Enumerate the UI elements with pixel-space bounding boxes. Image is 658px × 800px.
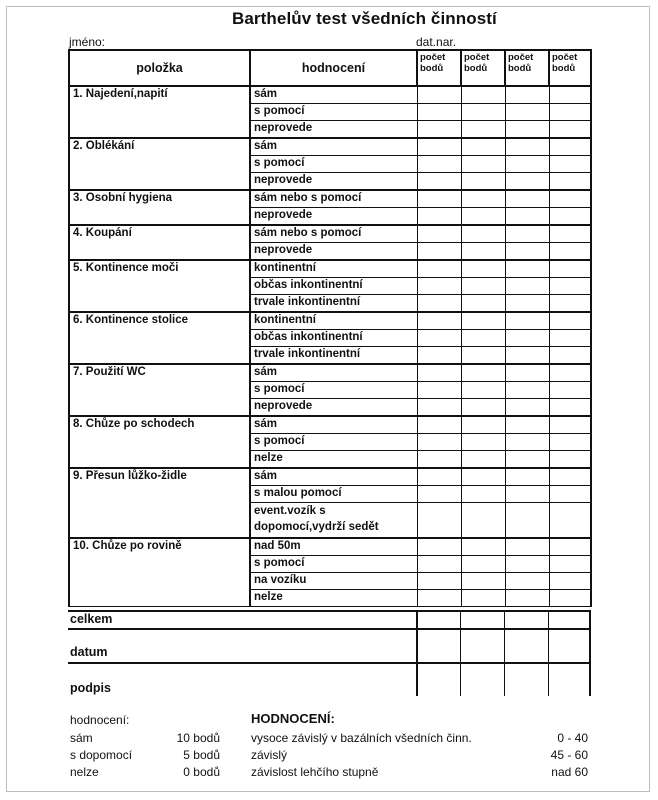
score-cell[interactable] [505, 364, 549, 382]
score-cell[interactable] [417, 173, 461, 191]
table-row [69, 225, 591, 243]
rating-option: občas inkontinentní [250, 330, 417, 347]
score-cell[interactable] [417, 312, 461, 330]
score-cell[interactable] [417, 104, 461, 121]
score-cell[interactable] [461, 104, 505, 121]
score-cell[interactable] [549, 138, 591, 156]
score-cell[interactable] [549, 573, 591, 590]
rating-option: kontinentní [250, 312, 417, 330]
score-cell[interactable] [461, 556, 505, 573]
score-cell[interactable] [505, 399, 549, 417]
rating-option: na vozíku [250, 573, 417, 590]
rating-option: sám [250, 138, 417, 156]
score-cell[interactable] [505, 208, 549, 226]
score-cell[interactable] [505, 190, 549, 208]
item-label: 2. Oblékání [69, 138, 250, 190]
score-cell[interactable] [417, 573, 461, 590]
score-cell[interactable] [461, 295, 505, 313]
score-cell[interactable] [417, 451, 461, 469]
score-cell[interactable] [417, 190, 461, 208]
score-cell[interactable] [505, 295, 549, 313]
score-cell[interactable] [461, 468, 505, 486]
score-cell[interactable] [505, 173, 549, 191]
score-cell[interactable] [505, 382, 549, 399]
rating-option: s pomocí [250, 382, 417, 399]
score-cell[interactable] [549, 312, 591, 330]
score-cell[interactable] [417, 434, 461, 451]
name-field-label: jméno: [69, 35, 106, 49]
scoring-legend-value: 0 bodů [183, 765, 220, 779]
score-cell[interactable] [549, 486, 591, 503]
item-label: 5. Kontinence moči [69, 260, 250, 312]
score-cell[interactable] [549, 382, 591, 399]
rating-option: nad 50m [250, 538, 417, 556]
score-cell[interactable] [461, 243, 505, 261]
score-cell[interactable] [461, 416, 505, 434]
score-cell[interactable] [461, 347, 505, 365]
scoring-legend-value: 10 bodů [176, 731, 220, 745]
item-label: 8. Chůze po schodech [69, 416, 250, 468]
score-cell[interactable] [505, 330, 549, 347]
score-cell[interactable] [505, 104, 549, 121]
item-label: 3. Osobní hygiena [69, 190, 250, 225]
footer-divider-4 [548, 610, 549, 696]
score-cell[interactable] [461, 208, 505, 226]
rating-option: neprovede [250, 399, 417, 417]
rating-option: občas inkontinentní [250, 278, 417, 295]
evaluation-title: HODNOCENÍ: [251, 711, 335, 726]
score-cell[interactable] [505, 312, 549, 330]
score-cell[interactable] [417, 225, 461, 243]
score-cell[interactable] [505, 503, 549, 539]
rating-option: nelze [250, 451, 417, 469]
rating-option: sám [250, 416, 417, 434]
footer-divider-2 [460, 610, 461, 696]
score-cell[interactable] [549, 330, 591, 347]
score-cell[interactable] [505, 138, 549, 156]
score-cell[interactable] [417, 156, 461, 173]
score-cell[interactable] [549, 156, 591, 173]
score-cell[interactable] [461, 573, 505, 590]
score-cell[interactable] [461, 173, 505, 191]
score-cell[interactable] [417, 382, 461, 399]
rating-option: s pomocí [250, 556, 417, 573]
footer-divider-left [416, 610, 418, 696]
table-row [69, 86, 591, 104]
score-cell[interactable] [505, 416, 549, 434]
table-header-row [69, 50, 591, 86]
footer-divider-3 [504, 610, 505, 696]
score-cell[interactable] [549, 364, 591, 382]
score-cell[interactable] [549, 104, 591, 121]
score-cell[interactable] [505, 243, 549, 261]
item-label: 6. Kontinence stolice [69, 312, 250, 364]
score-cell[interactable] [505, 556, 549, 573]
column-header-rating: hodnocení [250, 50, 417, 86]
table-row [69, 416, 591, 434]
score-cell[interactable] [461, 364, 505, 382]
table-row [69, 364, 591, 382]
score-cell[interactable] [549, 434, 591, 451]
item-label: 7. Použití WC [69, 364, 250, 416]
score-cell[interactable] [549, 416, 591, 434]
rating-option: sám nebo s pomocí [250, 225, 417, 243]
item-label: 1. Najedení,napití [69, 86, 250, 138]
score-cell[interactable] [417, 243, 461, 261]
score-cell[interactable] [461, 399, 505, 417]
score-cell[interactable] [549, 590, 591, 607]
score-cell[interactable] [549, 208, 591, 226]
scoring-legend-label: sám [70, 731, 93, 745]
rating-option: s pomocí [250, 156, 417, 173]
date-row-top-border [68, 628, 590, 630]
evaluation-range: nad 60 [551, 765, 588, 779]
score-cell[interactable] [505, 121, 549, 139]
score-cell[interactable] [549, 260, 591, 278]
table-row [69, 138, 591, 156]
rating-option: s pomocí [250, 104, 417, 121]
score-cell[interactable] [417, 486, 461, 503]
score-cell[interactable] [461, 190, 505, 208]
table-body [69, 86, 591, 607]
score-cell[interactable] [549, 538, 591, 556]
form-title: Barthelův test všedních činností [232, 9, 497, 28]
score-cell[interactable] [417, 590, 461, 607]
column-header-points-3: počet bodů [505, 50, 549, 86]
score-cell[interactable] [461, 312, 505, 330]
score-cell[interactable] [417, 208, 461, 226]
score-cell[interactable] [505, 451, 549, 469]
score-cell[interactable] [505, 86, 549, 104]
rating-option: trvale inkontinentní [250, 295, 417, 313]
score-cell[interactable] [505, 573, 549, 590]
score-cell[interactable] [549, 86, 591, 104]
score-cell[interactable] [417, 260, 461, 278]
birth-date-field-label: dat.nar. [416, 35, 457, 49]
score-cell[interactable] [461, 486, 505, 503]
score-cell[interactable] [417, 556, 461, 573]
table-row [69, 190, 591, 208]
score-cell[interactable] [461, 86, 505, 104]
score-cell[interactable] [549, 243, 591, 261]
rating-option: nelze [250, 590, 417, 607]
score-cell[interactable] [417, 278, 461, 295]
item-label: 4. Koupání [69, 225, 250, 260]
score-cell[interactable] [461, 434, 505, 451]
score-cell[interactable] [417, 295, 461, 313]
score-cell[interactable] [461, 451, 505, 469]
score-cell[interactable] [461, 260, 505, 278]
score-cell[interactable] [505, 156, 549, 173]
score-cell[interactable] [505, 590, 549, 607]
score-cell[interactable] [505, 538, 549, 556]
signature-row-label: podpis [70, 681, 111, 695]
score-cell[interactable] [461, 382, 505, 399]
rating-option: neprovede [250, 173, 417, 191]
rating-option: s malou pomocí [250, 486, 417, 503]
score-cell[interactable] [549, 225, 591, 243]
score-cell[interactable] [505, 434, 549, 451]
score-cell[interactable] [461, 156, 505, 173]
score-cell[interactable] [461, 503, 505, 539]
table-row [69, 538, 591, 556]
column-header-item: položka [69, 50, 250, 86]
score-cell[interactable] [505, 347, 549, 365]
total-row-top-border [68, 610, 590, 612]
score-cell[interactable] [417, 330, 461, 347]
score-cell[interactable] [417, 347, 461, 365]
score-cell[interactable] [417, 86, 461, 104]
rating-option: trvale inkontinentní [250, 347, 417, 365]
score-cell[interactable] [549, 556, 591, 573]
score-cell[interactable] [505, 486, 549, 503]
score-cell[interactable] [417, 364, 461, 382]
barthel-form-table [68, 49, 592, 607]
rating-option: neprovede [250, 208, 417, 226]
score-cell[interactable] [505, 260, 549, 278]
scoring-legend-label: s dopomocí [70, 748, 133, 762]
evaluation-label: závislost lehčího stupně [251, 765, 379, 779]
score-cell[interactable] [549, 190, 591, 208]
score-cell[interactable] [549, 503, 591, 539]
score-cell[interactable] [461, 538, 505, 556]
score-cell[interactable] [417, 468, 461, 486]
scoring-legend-label: nelze [70, 765, 99, 779]
score-cell[interactable] [549, 347, 591, 365]
score-cell[interactable] [549, 121, 591, 139]
score-cell[interactable] [417, 138, 461, 156]
score-cell[interactable] [549, 173, 591, 191]
column-header-points-4: počet bodů [549, 50, 591, 86]
score-cell[interactable] [417, 399, 461, 417]
score-cell[interactable] [461, 138, 505, 156]
scoring-legend-value: 5 bodů [183, 748, 220, 762]
scoring-legend-title: hodnocení: [70, 713, 130, 727]
score-cell[interactable] [505, 468, 549, 486]
score-cell[interactable] [549, 451, 591, 469]
table-row [69, 260, 591, 278]
rating-option: neprovede [250, 243, 417, 261]
score-cell[interactable] [461, 590, 505, 607]
evaluation-label: vysoce závislý v bazálních všedních činn. [251, 731, 472, 745]
rating-option: sám [250, 364, 417, 382]
rating-option: kontinentní [250, 260, 417, 278]
column-header-points-1: počet bodů [417, 50, 461, 86]
item-label: 10. Chůze po rovině [69, 538, 250, 607]
rating-option: event.vozík s dopomocí,vydrží sedět [250, 503, 417, 539]
score-cell[interactable] [417, 121, 461, 139]
score-cell[interactable] [549, 295, 591, 313]
signature-row-top-border [68, 662, 590, 664]
date-row-label: datum [70, 645, 108, 659]
score-cell[interactable] [461, 278, 505, 295]
table-row [69, 468, 591, 486]
score-cell[interactable] [417, 503, 461, 539]
score-cell[interactable] [417, 538, 461, 556]
total-row-label: celkem [70, 612, 113, 626]
rating-option: sám [250, 468, 417, 486]
rating-option: sám nebo s pomocí [250, 190, 417, 208]
score-cell[interactable] [505, 278, 549, 295]
rating-option: s pomocí [250, 434, 417, 451]
score-cell[interactable] [461, 225, 505, 243]
score-cell[interactable] [549, 278, 591, 295]
evaluation-label: závislý [251, 748, 288, 762]
item-label: 9. Přesun lůžko-židle [69, 468, 250, 538]
rating-option: neprovede [250, 121, 417, 139]
footer-divider-right [589, 610, 591, 696]
score-cell[interactable] [505, 225, 549, 243]
score-cell[interactable] [461, 330, 505, 347]
score-cell[interactable] [549, 468, 591, 486]
column-header-points-2: počet bodů [461, 50, 505, 86]
score-cell[interactable] [461, 121, 505, 139]
score-cell[interactable] [549, 399, 591, 417]
evaluation-range: 45 - 60 [550, 748, 588, 762]
rating-option: sám [250, 86, 417, 104]
table-row [69, 312, 591, 330]
score-cell[interactable] [417, 416, 461, 434]
evaluation-range: 0 - 40 [557, 731, 588, 745]
